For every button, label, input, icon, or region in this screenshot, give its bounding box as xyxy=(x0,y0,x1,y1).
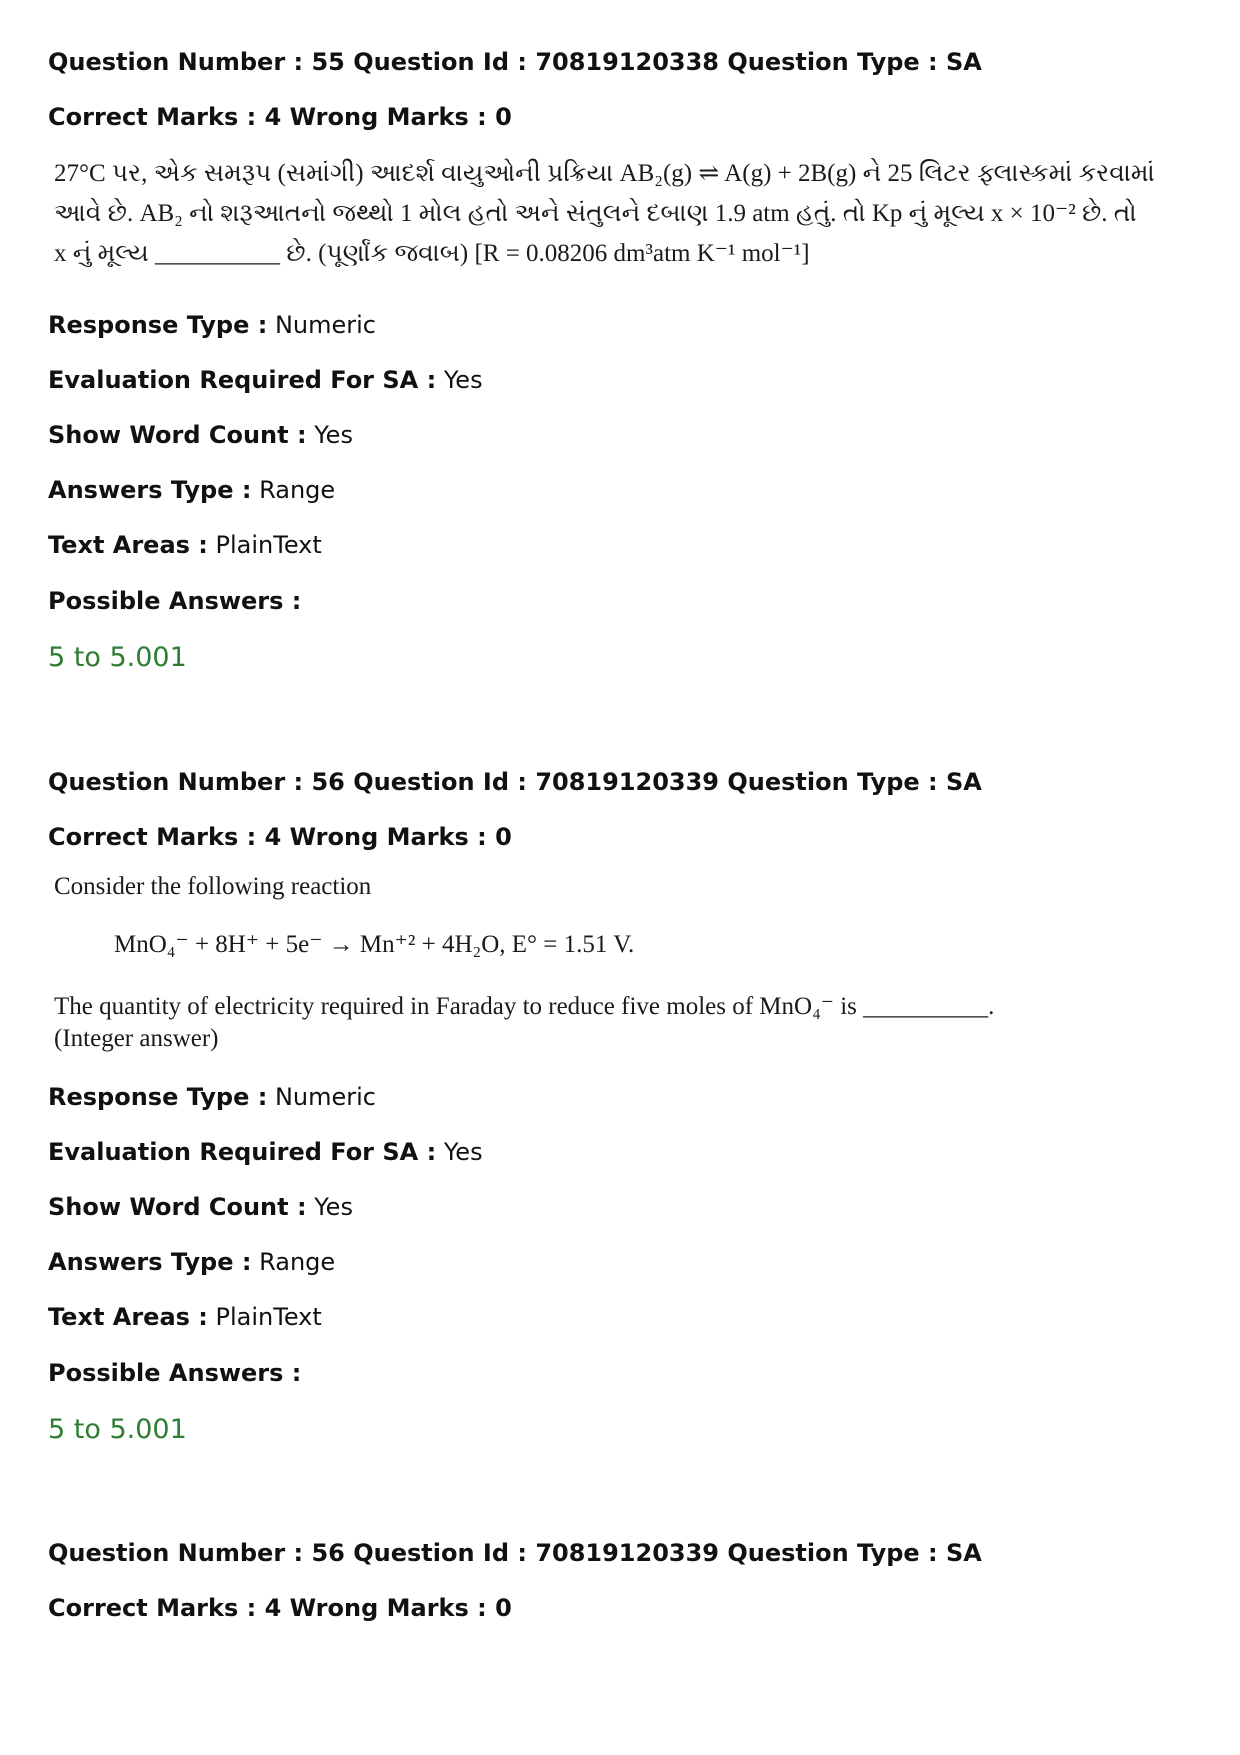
question-header: Question Number : 55 Question Id : 70819120338 Question Type : SA xyxy=(48,48,982,76)
marks-line: Correct Marks : 4 Wrong Marks : 0 xyxy=(48,823,512,851)
field-row: Possible Answers : xyxy=(48,587,302,615)
field-row: Evaluation Required For SA : Yes xyxy=(48,1138,483,1166)
question-text-line: (Integer answer) xyxy=(54,1025,219,1052)
field-row: Response Type : Numeric xyxy=(48,1083,376,1111)
field-row: Show Word Count : Yes xyxy=(48,421,353,449)
question-header: Question Number : 56 Question Id : 70819120339 Question Type : SA xyxy=(48,1539,982,1567)
reaction-equation: MnO₄⁻ + 8H⁺ + 5e⁻ → Mn⁺² + 4H₂O, E° = 1.51 V. xyxy=(114,931,635,958)
field-row: Possible Answers : xyxy=(48,1359,302,1387)
field-row: Show Word Count : Yes xyxy=(48,1193,353,1221)
question-image xyxy=(54,873,995,1053)
marks-line: Correct Marks : 4 Wrong Marks : 0 xyxy=(48,1594,512,1622)
question-header: Question Number : 56 Question Id : 70819120339 Question Type : SA xyxy=(48,768,982,796)
field-row: Text Areas : PlainText xyxy=(48,531,322,559)
field-row: Answers Type : Range xyxy=(48,476,336,504)
question-image xyxy=(54,158,1155,268)
field-row: Evaluation Required For SA : Yes xyxy=(48,366,483,394)
question-text-line: Consider the following reaction xyxy=(54,873,372,900)
field-row: Text Areas : PlainText xyxy=(48,1303,322,1331)
question-text-line: 27°C પર, એક સમરૂપ (સમાંગી) આદર્શ વાયુઓની પ્રક્રિયા AB₂(g) ⇌ A(g) + 2B(g) ને 25 લિટર ફ્લાસ્કમાં કરવામાં xyxy=(54,160,1155,187)
question-text-line: x નું મૂલ્ય __________ છે. (પૂર્ણાંક જવાબ) [R = 0.08206 dm³atm K⁻¹ mol⁻¹] xyxy=(54,240,810,267)
field-row: Answers Type : Range xyxy=(48,1248,336,1276)
question-text-line: The quantity of electricity required in Faraday to reduce five moles of MnO₄⁻ is __________. xyxy=(54,993,995,1020)
field-row: Response Type : Numeric xyxy=(48,311,376,339)
possible-answer: 5 to 5.001 xyxy=(48,642,187,673)
question-text-line: આવે છે. AB₂ નો શરૂઆતનો જથ્થો 1 મોલ હતો અને સંતુલને દબાણ 1.9 atm હતું. તો Kp નું મૂલ્ય x × 10⁻² છે. તો xyxy=(54,200,1137,227)
marks-line: Correct Marks : 4 Wrong Marks : 0 xyxy=(48,103,512,131)
possible-answer: 5 to 5.001 xyxy=(48,1414,187,1445)
